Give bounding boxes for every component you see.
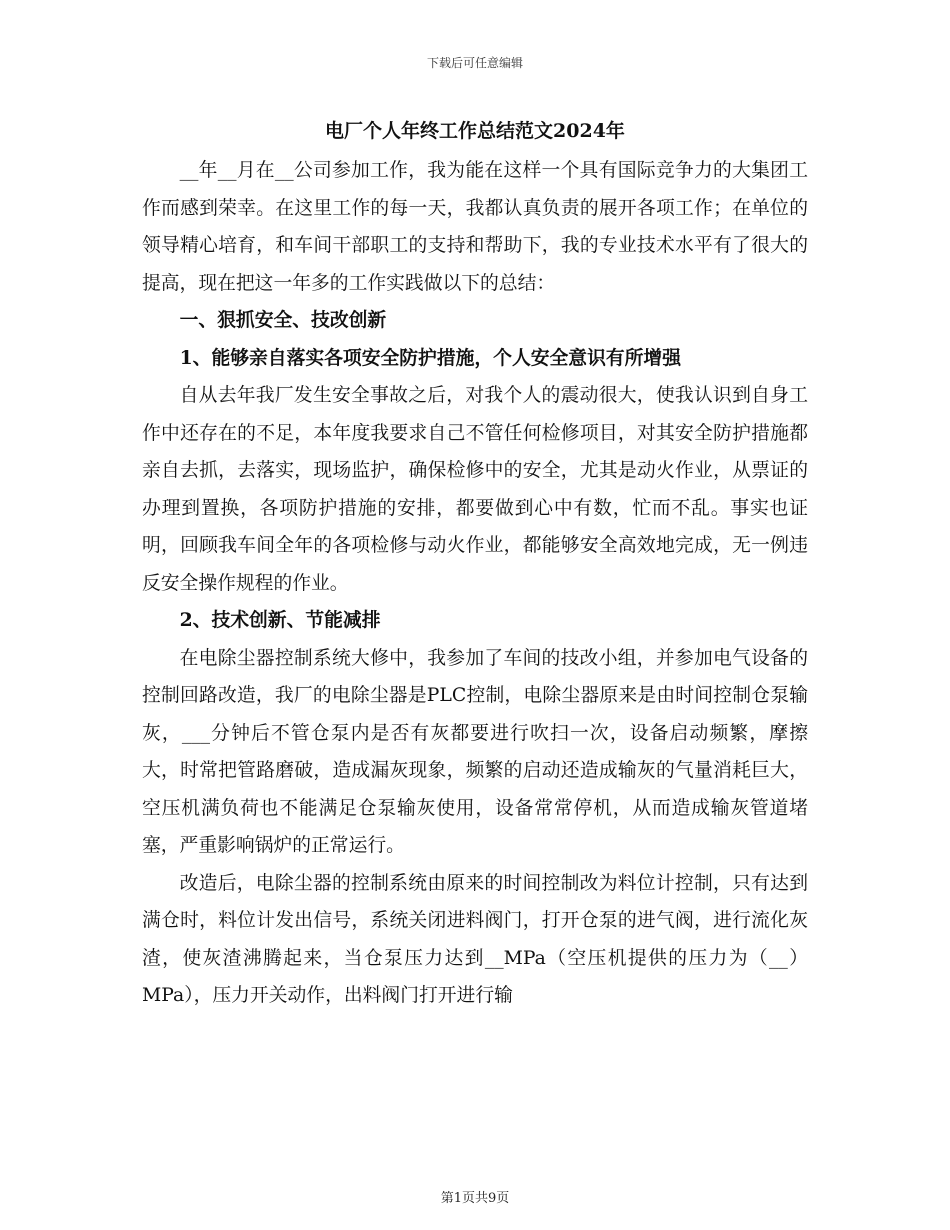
- retrofit-paragraph: 改造后，电除尘器的控制系统由原来的时间控制改为料位计控制，只有达到满仓时，料位计发出信号，系统关闭进料阀门，打开仓泵的进气阀，进行流化灰渣，使灰渣沸腾起来，当仓泵压力达到__MPa（空压机提供的压力为（__）MPa），压力开关动作，出料阀门打开进行输: [142, 872, 808, 1006]
- intro-paragraph: __年__月在__公司参加工作，我为能在这样一个具有国际竞争力的大集团工作而感到荣幸。在这里工作的每一天，我都认真负责的展开各项工作；在单位的领导精心培育，和车间干部职工的支持和帮助下，我的专业技术水平有了很大的提高，现在把这一年多的工作实践做以下的总结：: [142, 160, 808, 294]
- subsection-heading-1: 1、能够亲自落实各项安全防护措施，个人安全意识有所增强: [179, 346, 681, 369]
- document-title: 电厂个人年终工作总结范文2024年: [325, 120, 625, 142]
- document-body: [142, 152, 808, 1015]
- page-header: 下载后可任意编辑: [426, 56, 523, 70]
- safety-paragraph: 自从去年我厂发生安全事故之后，对我个人的震动很大，使我认识到自身工作中还存在的不足，本年度我要求自己不管任何检修项目，对其安全防护措施都亲自去抓，去落实，现场监护，确保检修中的安全，尤其是动火作业，从票证的办理到置换，各项防护措施的安排，都要做到心中有数，忙而不乱。事实也证明，回顾我车间全年的各项检修与动火作业，都能够安全高效地完成，无一例违反安全操作规程的作业。: [142, 385, 808, 594]
- section-heading-1: 一、狠抓安全、技改创新: [179, 309, 387, 331]
- subsection-heading-2: 2、技术创新、节能减排: [179, 609, 381, 631]
- tech-paragraph: 在电除尘器控制系统大修中，我参加了车间的技改小组，并参加电气设备的控制回路改造，我厂的电除尘器是PLC控制，电除尘器原来是由时间控制仓泵输灰，___分钟后不管仓泵内是否有灰都要进行吹扫一次，设备启动频繁，摩擦大，时常把管路磨破，造成漏灰现象，频繁的启动还造成输灰的气量消耗巨大，空压机满负荷也不能满足仓泵输灰使用，设备常常停机，从而造成输灰管道堵塞，严重影响锅炉的正常运行。: [142, 647, 808, 856]
- page-footer: 第1页共9页: [440, 1191, 510, 1206]
